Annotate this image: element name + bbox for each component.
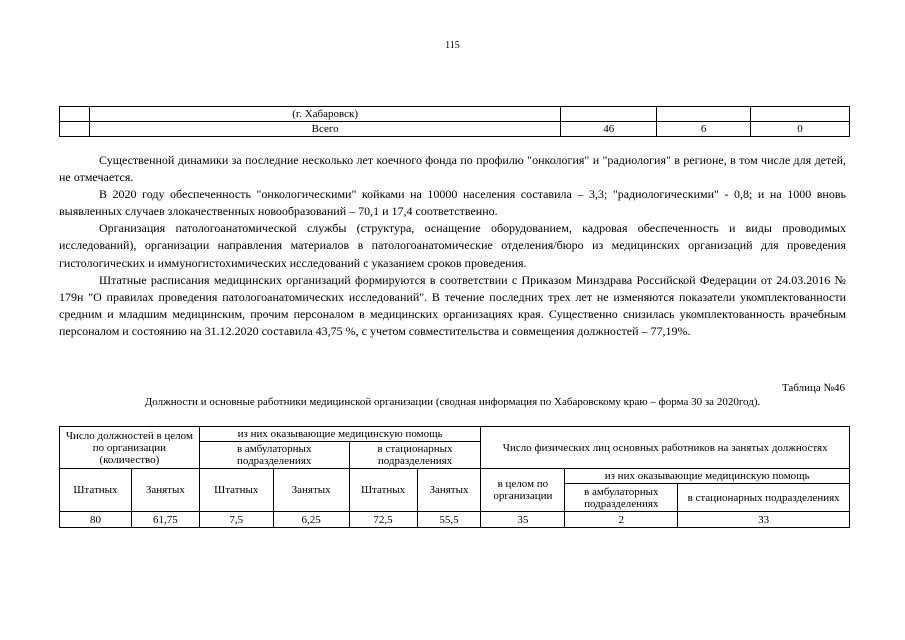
table-cell	[751, 107, 850, 122]
paragraph: Существенной динамики за последние несколько лет коечного фонда по профилю "онкология" и "радиология" в регионе, в том числе для детей, не отмечается.	[59, 153, 846, 185]
table-cell	[561, 107, 657, 122]
table-cell: 2	[565, 512, 678, 528]
staff-table	[59, 426, 850, 528]
header-cell: из них оказывающие медицинскую помощь	[199, 427, 481, 442]
table-title: Должности и основные работники медицинской организации (сводная информация по Хабаровскому краю – форма 30 за 2020год).	[144, 396, 761, 408]
table-cell: 7,5	[199, 512, 273, 528]
table-cell: (г. Хабаровск)	[89, 107, 560, 122]
table-row	[60, 107, 850, 122]
header-cell: Занятых	[417, 469, 481, 512]
paragraph: Штатные расписания медицинских организаций формируются в соответствии с Приказом Минздрава Российской Федерации от 24.03.2016 № 179н "О правилах проведения патологоанатомических исследований". В течение последних трех лет не изменяются показатели укомплектованности средним и младшим медицинским, прочим персоналом в медицинских организациях края. Существенно снизилась укомплектованность врачебным персоналом и состоянию на 31.12.2020 составила 43,75 %, с учетом совместительства и совмещения должностей – 77,19%.	[59, 272, 846, 338]
table-cell	[60, 107, 90, 122]
table-row	[60, 122, 850, 137]
table-cell: 6	[657, 122, 751, 137]
header-cell: в амбулаторных подразделениях	[565, 484, 678, 512]
header-cell: в амбулаторных подразделениях	[199, 442, 349, 469]
table-cell: 55,5	[417, 512, 481, 528]
table-row	[60, 512, 850, 528]
table-header-row	[60, 427, 850, 442]
header-cell: в целом по организации	[481, 469, 565, 512]
header-cell: Число физических лиц основных работников на занятых должностях	[481, 427, 850, 469]
table-cell	[60, 122, 90, 137]
header-cell: Штатных	[199, 469, 273, 512]
header-cell: из них оказывающие медицинскую помощь	[565, 469, 850, 484]
table-cell	[657, 107, 751, 122]
table-cell: 0	[751, 122, 850, 137]
table-cell: 72,5	[349, 512, 417, 528]
header-cell: Число должностей в целом по организации (количество)	[60, 427, 200, 469]
paragraph: В 2020 году обеспеченность "онкологическими" койками на 10000 населения составила – 3,3; "радиологическими" - 0,8; и на 1000 вновь выявленных случаев злокачественных новообразований – 70,1 и 17,4 соответственно.	[59, 187, 846, 219]
header-cell: Штатных	[60, 469, 132, 512]
header-cell: в стационарных подразделениях	[678, 484, 850, 512]
table-cell: 35	[481, 512, 565, 528]
top-table	[59, 106, 850, 137]
table-header-row	[60, 469, 850, 484]
table-cell: 6,25	[273, 512, 349, 528]
page-number: 115	[445, 40, 460, 51]
table-cell: 33	[678, 512, 850, 528]
paragraph: Организация патологоанатомической службы (структура, оснащение оборудованием, кадровая обеспеченность и виды проводимых исследований), организации направления материалов в патологоанатомические отделения/бюро из медицинских организаций для проведения гистологических и иммуногистохимических исследований с указанием сроков проведения.	[59, 221, 846, 270]
body-text	[59, 152, 846, 340]
table-cell: 46	[561, 122, 657, 137]
table-cell: Всего	[89, 122, 560, 137]
header-cell: в стационарных подразделениях	[349, 442, 481, 469]
table-cell: 80	[60, 512, 132, 528]
table-cell: 61,75	[131, 512, 199, 528]
table-number: Таблица №46	[781, 382, 845, 394]
header-cell: Занятых	[273, 469, 349, 512]
header-cell: Штатных	[349, 469, 417, 512]
header-cell: Занятых	[131, 469, 199, 512]
